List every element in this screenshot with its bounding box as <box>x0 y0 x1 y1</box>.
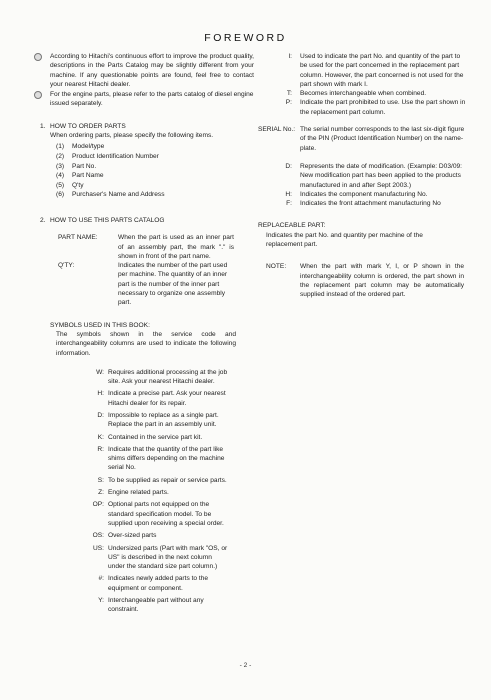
part-name-definition: PART NAME: When the part is used as an inner part of an assembly part, the mark "." is shown in front of the part name. <box>58 234 234 260</box>
section-2-heading: 2. HOW TO USE THIS PARTS CATALOG <box>40 216 165 224</box>
symbol-row: H: Indicates the component manufacturing No. <box>285 190 428 198</box>
list-item: (1) Model/type <box>56 143 105 151</box>
page-title: FOREWORD <box>204 32 287 44</box>
list-item: (4) Part Name <box>56 172 104 180</box>
list-item: (3) Part No. <box>56 162 97 170</box>
section-1-heading: 1. HOW TO ORDER PARTS <box>40 122 126 130</box>
section-1-text: When ordering parts, please specify the following items. <box>50 132 214 140</box>
symbol-row: OP: Optional parts not equipped on the standard specification model. To be supplied upon receiving a special order. <box>92 501 224 527</box>
symbols-heading: SYMBOLS USED IN THIS BOOK: <box>50 321 150 329</box>
symbol-row: R: Indicate that the quantity of the part like shims differs depending on the machine serial No. <box>97 445 225 472</box>
intro-paragraph-2: For the engine parts, please refer to the parts catalog of diesel engine issued separately. <box>34 90 254 109</box>
list-item: (5) Q'ty <box>56 181 84 189</box>
symbol-row: Y: Interchangeable part without any constraint. <box>98 597 204 614</box>
qty-definition: Q'TY: Indicates the number of the part used per machine. The quantity of an inner part is the number of the inner part necessary to organize one assembly part. <box>58 262 228 307</box>
symbol-row: F: Indicates the front attachment manufacturing No <box>286 200 441 208</box>
symbol-row: D: Represents the date of modification. (Example: D03/09: New modification part has been applied to the products manufactured in and after Sept 2003.) <box>285 162 463 189</box>
symbol-row: K: Contained in the service part kit. <box>97 433 203 441</box>
symbol-row: S: To be supplied as repair or service parts. <box>97 476 227 484</box>
symbol-row: W: Requires additional processing at the job site. Ask your nearest Hitachi dealer. <box>96 368 228 386</box>
symbols-intro: The symbols shown in the service code and interchangeability columns are used to indicate the following information. <box>56 330 236 357</box>
replaceable-part-text: Indicates the part No. and quantity per machine of the replacement part. <box>266 231 423 249</box>
symbol-row: #: Indicates newly added parts to the equipment or component. <box>98 575 209 592</box>
symbol-row: P: Indicate the part prohibited to use. Use the part shown in the replacement part column. <box>285 99 466 116</box>
right-column <box>258 52 470 300</box>
page-number: - 2 - <box>239 662 252 669</box>
order-items-list <box>34 142 254 200</box>
symbol-row: Z: Engine related parts. <box>98 489 169 497</box>
serial-symbols <box>258 162 468 208</box>
symbol-row: OS: Over-sized parts <box>92 532 157 540</box>
bullet-circle-icon <box>34 53 42 61</box>
symbol-row: I: Used to indicate the part No. and quantity of the part to be used for the part concerned in the replacement part column. However, the part concerned is not used for the part shown with mark I. <box>288 53 464 88</box>
intro-paragraph-1: According to Hitachi's continuous effort to improve the product quality, descriptions in the Parts Catalog may be slightly different from your machine. If any questionable points are found, feel free to contact your nearest Hitachi dealer. <box>34 52 254 89</box>
list-item: (2) Product Identification Number <box>56 152 159 160</box>
replaceable-part-heading: REPLACEABLE PART: <box>258 222 326 230</box>
bullet-circle-icon <box>34 91 42 99</box>
symbol-row: D: Impossible to replace as a single part. Replace the part in an assembly unit. <box>97 411 219 429</box>
serial-number-definition: SERIAL No.: The serial number corresponds to the last six-digit figure of the PIN (Product Identification Number) on the name-plate. <box>258 126 465 152</box>
left-column <box>34 52 254 615</box>
symbol-row: T: Becomes interchangeable when combined. <box>286 90 427 98</box>
symbol-row: US: Undersized parts (Part with mark "OS, or US" is described in the next column under the standard size part column.) <box>93 544 228 571</box>
list-item: (6) Purchaser's Name and Address <box>56 191 165 199</box>
symbols-list <box>34 368 230 615</box>
symbol-row: H: Indicate a precise part. Ask your nearest Hitachi dealer for its repair. <box>97 390 226 407</box>
note: NOTE: When the part with mark Y, I, or P shown in the interchangeability column is ordered, the part shown in the replacement part column may be automatically supplied instead of the ordered part. <box>266 263 464 299</box>
interchangeability-symbols <box>258 52 468 117</box>
